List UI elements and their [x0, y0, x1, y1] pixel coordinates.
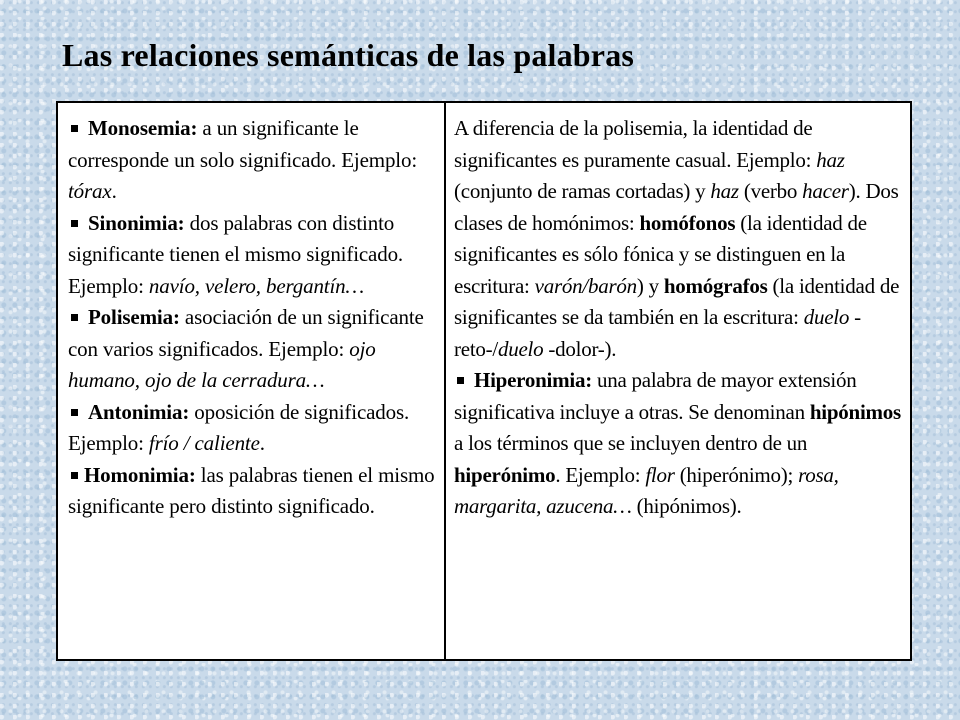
- sinonimia-term: Sinonimia:: [88, 210, 185, 235]
- square-bullet-icon: [71, 314, 78, 321]
- homonimia-item: [68, 460, 438, 523]
- content-table: [56, 101, 912, 661]
- monosemia-term: Monosemia:: [88, 116, 198, 140]
- text-run: A diferencia de la polisemia, la identidad de significantes es puramente casual. Ejemplo:: [454, 116, 817, 172]
- square-bullet-icon: [71, 125, 78, 132]
- text-run: -reto-/: [454, 305, 861, 361]
- left-column: [58, 103, 446, 659]
- text-run: ) y: [636, 273, 664, 298]
- text-run: (hiperónimo);: [674, 462, 799, 487]
- right-column: [446, 103, 910, 659]
- example-haz-2: haz: [710, 179, 739, 203]
- antonimia-text: oposición de significados. Ejemplo:: [68, 399, 410, 455]
- square-bullet-icon: [457, 377, 464, 384]
- text-run: . Ejemplo:: [555, 462, 646, 487]
- text-run: (hipónimos).: [631, 494, 742, 518]
- polisemia-text: asociación de un significante con varios significados. Ejemplo:: [68, 305, 424, 361]
- text-run: (la identidad de significantes se da también en la escritura:: [454, 273, 900, 329]
- sinonimia-item: [68, 208, 438, 303]
- example-hiponimos: rosa, margarita, azucena…: [454, 462, 839, 518]
- monosemia-item: [68, 113, 438, 208]
- example-duelo-1: duelo: [803, 305, 850, 329]
- polisemia-item: [68, 302, 438, 397]
- text-run: a los términos que se incluyen dentro de un: [454, 431, 808, 455]
- example-duelo-2: duelo: [497, 336, 544, 361]
- example-flor: flor: [645, 462, 675, 487]
- text-run: ). Dos clases de homónimos:: [454, 179, 899, 235]
- sinonimia-example: navío, velero, bergantín…: [148, 273, 365, 298]
- square-bullet-icon: [71, 472, 78, 479]
- antonimia-term: Antonimia:: [88, 399, 190, 424]
- antonimia-end: .: [259, 431, 265, 455]
- polisemia-example: ojo humano, ojo de la cerradura…: [68, 336, 376, 392]
- antonimia-example: frío / caliente: [148, 431, 260, 455]
- square-bullet-icon: [71, 409, 78, 416]
- term-homografos: homógrafos: [663, 273, 768, 298]
- homonimia-text: las palabras tienen el mismo significante pero distinto significado.: [68, 462, 435, 518]
- monosemia-end: .: [111, 179, 117, 203]
- monosemia-text: a un significante le corresponde un solo significado. Ejemplo:: [68, 116, 418, 172]
- text-run: (conjunto de ramas cortadas) y: [454, 179, 711, 203]
- term-hiponimos: hipónimos: [809, 399, 901, 424]
- homonimia-detail: [454, 113, 908, 365]
- polisemia-term: Polisemia:: [88, 305, 180, 329]
- example-haz-1: haz: [816, 147, 845, 172]
- example-hacer: hacer: [802, 179, 849, 203]
- sinonimia-text: dos palabras con distinto significante tienen el mismo significado. Ejemplo:: [68, 210, 404, 298]
- square-bullet-icon: [71, 220, 78, 227]
- example-varon-baron: varón/barón: [534, 273, 637, 298]
- term-hiperonimo: hiperónimo: [454, 462, 556, 487]
- text-run: -dolor-).: [543, 336, 617, 361]
- text-run: una palabra de mayor extensión significativa incluye a otras. Se denominan: [454, 368, 857, 424]
- page-title: Las relaciones semánticas de las palabras: [62, 37, 635, 73]
- monosemia-example: tórax: [68, 179, 112, 203]
- text-run: (la identidad de significantes es sólo fónica y se distinguen en la escritura:: [454, 210, 867, 298]
- hiperonimia-item: [454, 365, 908, 523]
- hiperonimia-term: Hiperonimia:: [474, 368, 592, 392]
- antonimia-item: [68, 397, 438, 460]
- term-homofonos: homófonos: [639, 210, 736, 235]
- homonimia-term: Homonimia:: [84, 462, 196, 487]
- text-run: (verbo: [738, 179, 803, 203]
